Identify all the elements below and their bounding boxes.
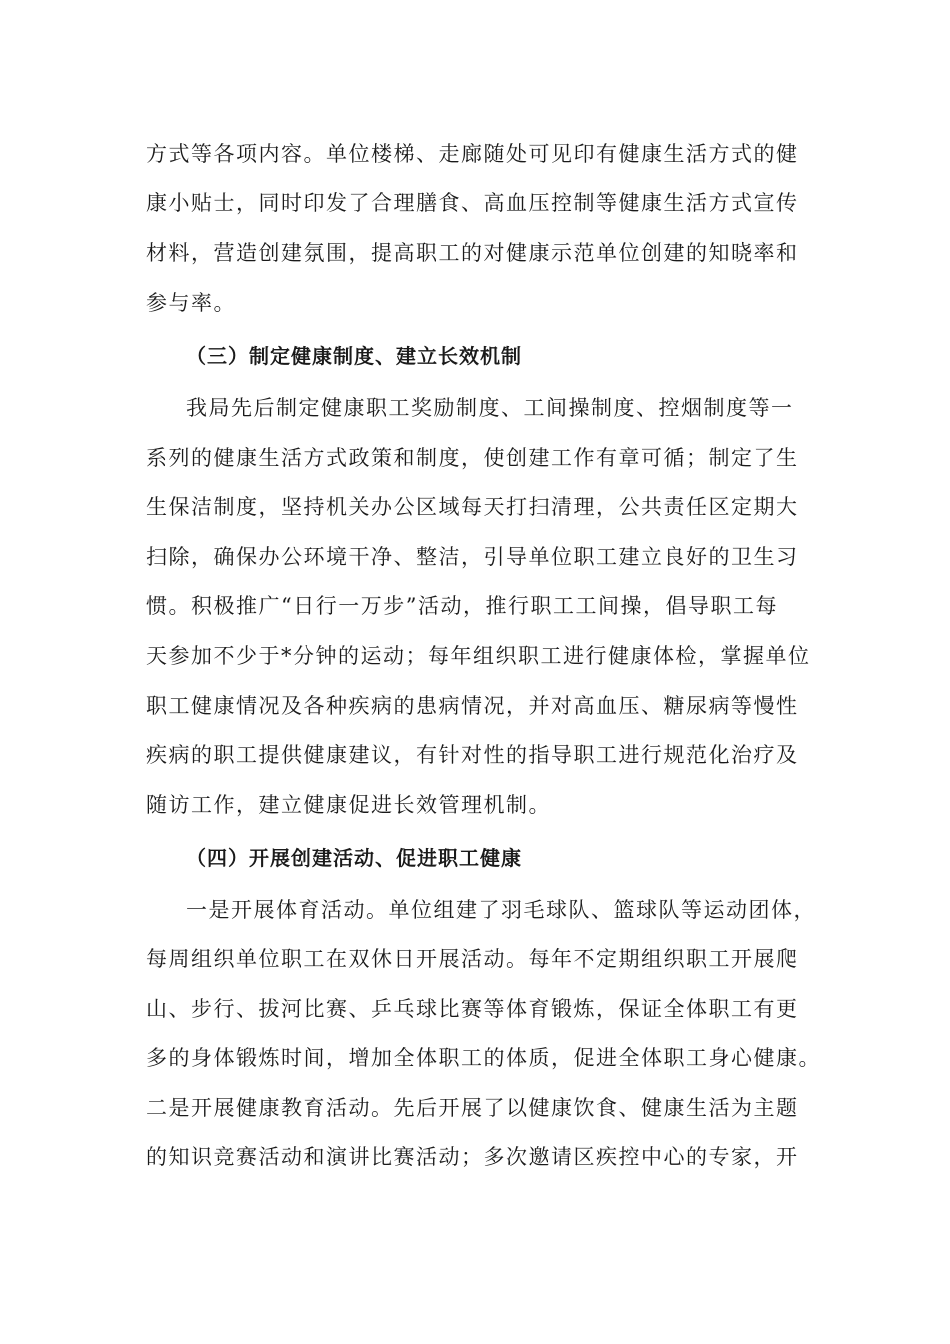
para3-line-1: 一是开展体育活动。单位组建了羽毛球队、篮球队等运动团体，: [186, 898, 816, 922]
para3-line-2: 每周组织单位职工在双休日开展活动。每年不定期组织职工开展爬: [146, 947, 799, 971]
para2-line-2: 系列的健康生活方式政策和制度，使创建工作有章可循；制定了生: [146, 446, 799, 470]
para3-line-4: 多的身体锻炼时间，增加全体职工的体质，促进全体职工身心健康。: [146, 1046, 821, 1070]
para1-line-4: 参与率。: [146, 291, 236, 315]
para2-line-8: 疾病的职工提供健康建议，有针对性的指导职工进行规范化治疗及: [146, 743, 799, 767]
para1-line-3: 材料，营造创建氛围，提高职工的对健康示范单位创建的知晓率和: [146, 241, 799, 265]
para2-line-1: 我局先后制定健康职工奖励制度、工间操制度、控烟制度等一: [186, 396, 794, 420]
para2-line-5: 惯。积极推广“日行一万步”活动，推行职工工间操，倡导职工每: [146, 594, 778, 618]
para2-line-9: 随访工作，建立健康促进长效管理机制。: [146, 793, 551, 817]
para3-line-3: 山、步行、拔河比赛、乒乓球比赛等体育锻炼，保证全体职工有更: [146, 997, 799, 1021]
para3-line-6: 的知识竞赛活动和演讲比赛活动；多次邀请区疾控中心的专家，开: [146, 1145, 799, 1169]
section-heading-3: （三）制定健康制度、建立长效机制: [186, 344, 522, 368]
para3-line-5: 二是开展健康教育活动。先后开展了以健康饮食、健康生活为主题: [146, 1096, 799, 1120]
para1-line-2: 康小贴士，同时印发了合理膳食、高血压控制等健康生活方式宣传: [146, 191, 799, 215]
para2-line-7: 职工健康情况及各种疾病的患病情况，并对高血压、糖尿病等慢性: [146, 694, 799, 718]
para2-line-6: 天参加不少于*分钟的运动；每年组织职工进行健康体检，掌握单位: [146, 644, 811, 668]
para1-line-1: 方式等各项内容。单位楼梯、走廊随处可见印有健康生活方式的健: [146, 142, 799, 166]
section-heading-4: （四）开展创建活动、促进职工健康: [186, 846, 522, 870]
para2-line-4: 扫除，确保办公环境干净、整洁，引导单位职工建立良好的卫生习: [146, 545, 799, 569]
para2-line-3: 生保洁制度，坚持机关办公区域每天打扫清理，公共责任区定期大: [146, 495, 799, 519]
